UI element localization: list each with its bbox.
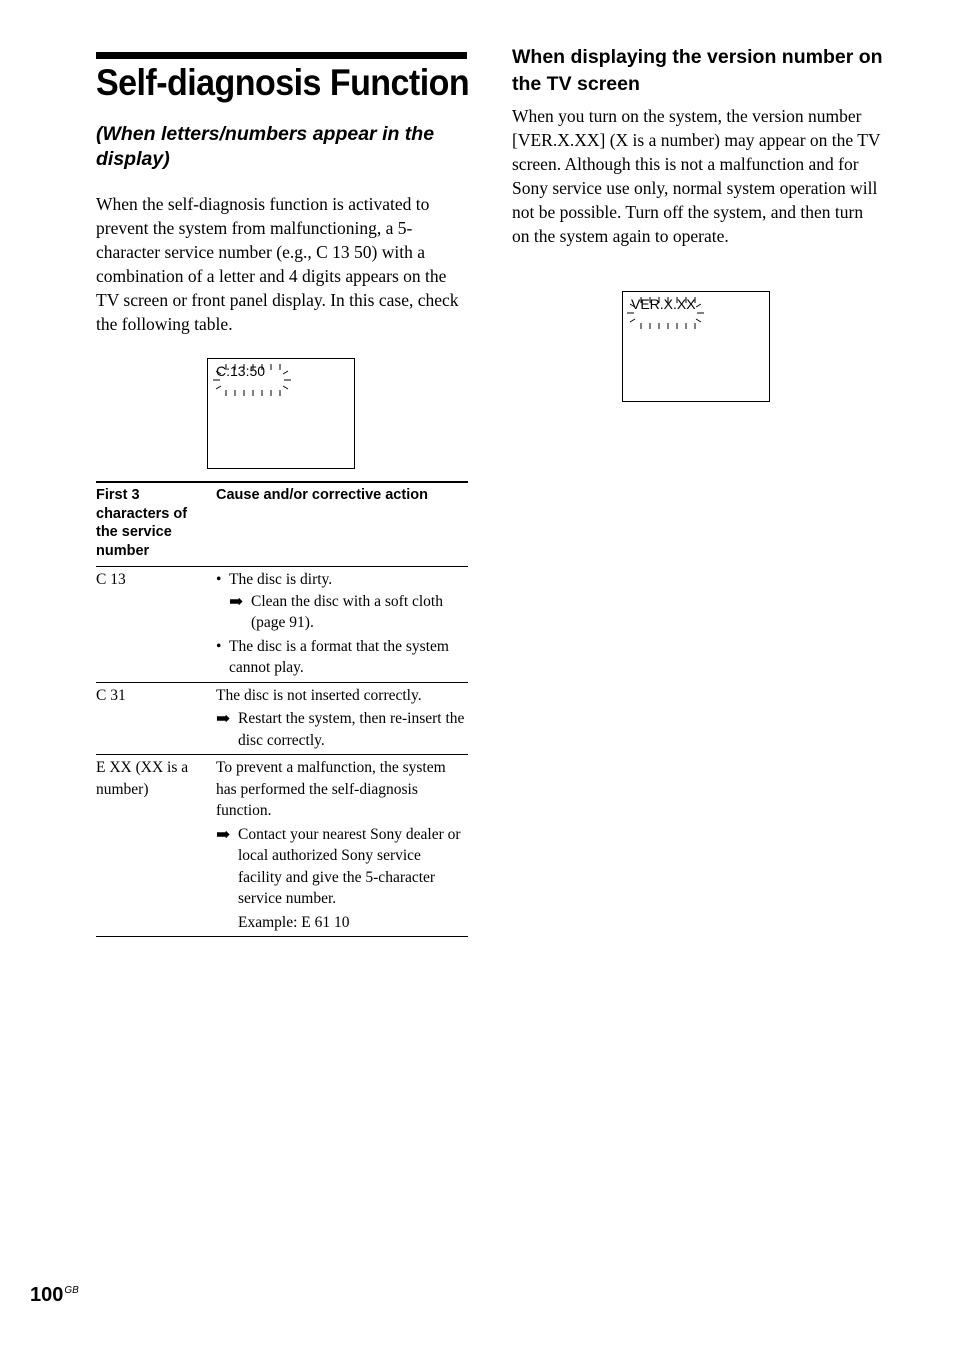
example-text: Example: E 61 10 — [238, 913, 350, 931]
service-code-cell: C 13 — [96, 571, 126, 588]
corrective-action — [216, 708, 468, 751]
service-code-display: C:13:50 — [216, 363, 266, 379]
version-code-display: VER.X.XX — [631, 296, 696, 312]
corrective-action-text: Contact your nearest Sony dealer or local authorized Sony service facility and give the 5-character service number. — [238, 825, 461, 907]
version-paragraph: When you turn on the system, the version number [VER.X.XX] (X is a number) may appear on the TV screen. Although this is not a malfunction and for Sony service use only, normal system operation will not be possible. Turn off the system, and then turn on the system again to operate. — [512, 106, 881, 246]
table-row — [96, 683, 468, 756]
corrective-action — [229, 591, 468, 634]
intro-paragraph: When the self-diagnosis function is activated to prevent the system from malfunctioning, a 5-character service number (e.g., C 13 50) with a combination of a letter and 4 digits appears on the TV screen or front panel display. In this case, check the following table. — [96, 194, 459, 334]
page-title: Self-diagnosis Function — [96, 62, 470, 103]
title-rule — [96, 52, 467, 59]
tv-screen-illustration-service — [207, 358, 355, 469]
tv-screen-illustration-version — [622, 291, 770, 402]
cause-cell — [216, 685, 468, 752]
table-header-row — [96, 483, 468, 567]
page-number-value: 100 — [30, 1284, 64, 1306]
cause-text: The disc is not inserted correctly. — [216, 686, 422, 704]
section-subtitle: (When letters/numbers appear in the display) — [96, 123, 435, 170]
corrective-action-text: Clean the disc with a soft cloth (page 91). — [251, 592, 443, 631]
arrow-right-icon: ➡ — [216, 824, 231, 844]
table-row — [96, 755, 468, 937]
cause-bullet: • The disc is dirty. — [216, 569, 468, 591]
header-first-3-characters: First 3 characters of the service number — [96, 487, 188, 559]
table-row — [96, 567, 468, 683]
page-number — [30, 1284, 79, 1307]
cause-cell — [216, 569, 468, 679]
service-number-table — [96, 481, 468, 937]
service-code-cell: E XX (XX is a number) — [96, 759, 189, 798]
arrow-right-icon: ➡ — [229, 591, 244, 611]
cause-bullet: • The disc is a format that the system cannot play. — [216, 636, 468, 679]
version-heading: When displaying the version number on the TV screen — [512, 46, 883, 95]
arrow-right-icon: ➡ — [216, 709, 231, 728]
corrective-action — [216, 824, 468, 910]
page-region-suffix: GB — [64, 1285, 79, 1296]
cause-cell — [216, 757, 468, 933]
corrective-action-text: Restart the system, then re-insert the disc correctly. — [238, 710, 465, 749]
cause-text: To prevent a malfunction, the system has performed the self-diagnosis function. — [216, 759, 446, 819]
service-code-cell: C 31 — [96, 686, 126, 704]
header-cause-action: Cause and/or corrective action — [216, 487, 428, 503]
